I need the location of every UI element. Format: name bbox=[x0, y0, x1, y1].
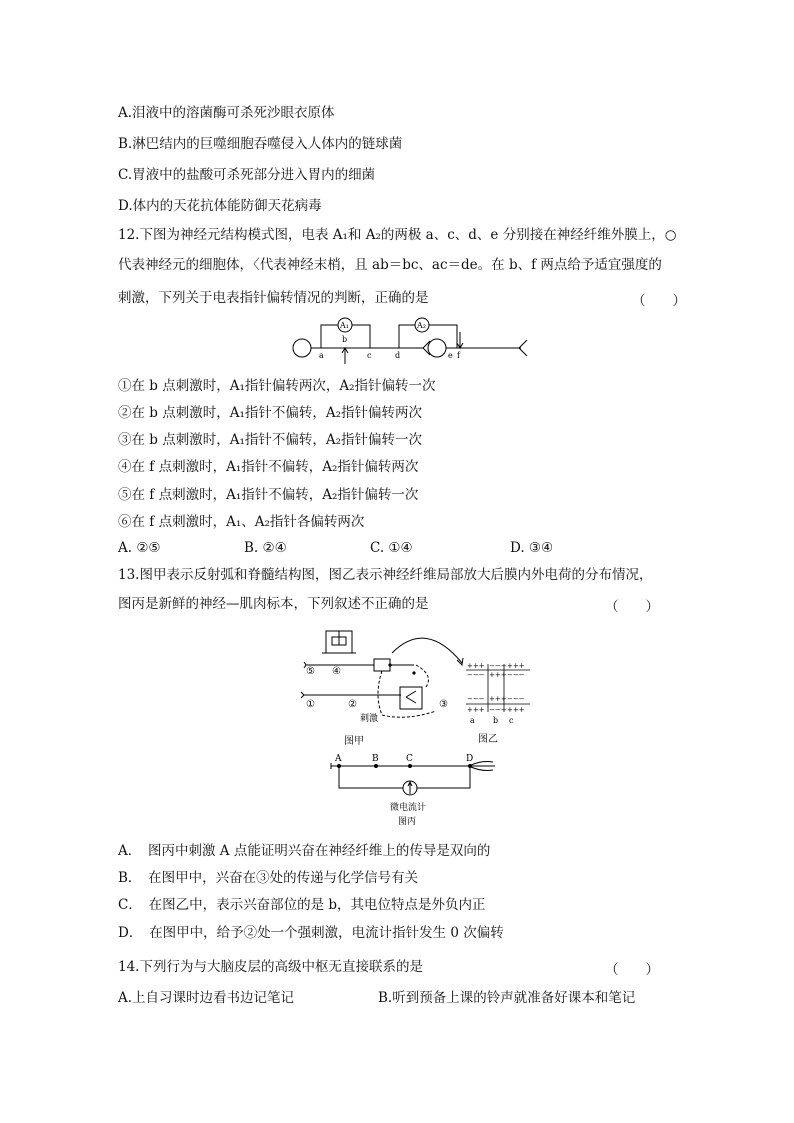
label-a2: A₂ bbox=[417, 321, 426, 330]
yi-charge-5: +++ bbox=[489, 671, 507, 679]
bing-label-b: B bbox=[372, 754, 379, 764]
yi-charge-6: −−− bbox=[507, 671, 525, 679]
q12-neuron-figure bbox=[285, 312, 530, 364]
label-a1: A₁ bbox=[340, 321, 349, 330]
bing-meter-label: 微电流计 bbox=[390, 803, 427, 813]
yi-charge-2: −−− bbox=[489, 662, 507, 670]
q11-option-a: A.泪液中的溶菌酶可杀死沙眼衣原体 bbox=[118, 105, 335, 121]
label-b: b bbox=[342, 335, 348, 344]
q12-statement-3: ③在 b 点刺激时，A₁指针不偏转，A₂指针偏转一次 bbox=[118, 432, 423, 448]
yi-label-b: b bbox=[493, 716, 499, 725]
q13-option-d: D． 在图甲中，给予②处一个强刺激，电流计指针发生 0 次偏转 bbox=[118, 925, 504, 941]
label-stimulus: 刺激 bbox=[360, 714, 379, 724]
q12-statement-5: ⑤在 f 点刺激时，A₁指针不偏转，A₂指针偏转一次 bbox=[118, 487, 419, 503]
yi-charge-9: −−− bbox=[507, 695, 525, 703]
q13-figure-bing bbox=[325, 752, 500, 830]
q14-option-b: B.听到预备上课的铃声就准备好课本和笔记 bbox=[378, 990, 636, 1006]
q13-answer-paren: （ ） bbox=[605, 599, 659, 615]
label-2: ② bbox=[348, 699, 357, 710]
yi-label-a: a bbox=[470, 716, 475, 725]
label-4: ④ bbox=[332, 666, 341, 677]
label-d: d bbox=[395, 351, 401, 360]
fig-bing-caption: 图丙 bbox=[398, 817, 417, 827]
yi-charge-11: −−− bbox=[489, 706, 507, 714]
dashed-path bbox=[378, 671, 436, 717]
fig-jia-caption: 图甲 bbox=[344, 736, 364, 747]
cell-body-right bbox=[428, 339, 446, 357]
bing-label-a: A bbox=[335, 754, 342, 764]
q13-stem-line1: 13.图甲表示反射弧和脊髓结构图，图乙表示神经纤维局部放大后膜内外电荷的分布情况， bbox=[118, 567, 653, 583]
q12-answer-paren: （ ） bbox=[632, 293, 686, 309]
curved-arrow bbox=[392, 638, 462, 663]
yi-charge-3: +++ bbox=[507, 662, 525, 670]
afferent-nerve bbox=[301, 692, 401, 698]
cell-body-left bbox=[293, 339, 311, 357]
q13-option-b: B． 在图甲中，兴奋在③处的传递与化学信号有关 bbox=[118, 870, 419, 886]
q13-figure-yi bbox=[464, 660, 534, 748]
label-3: ③ bbox=[439, 699, 448, 710]
yi-label-c: c bbox=[509, 716, 514, 725]
yi-charge-12: +++ bbox=[507, 706, 525, 714]
meter-box bbox=[374, 659, 390, 671]
label-e: e bbox=[448, 351, 453, 360]
label-f: f bbox=[457, 351, 460, 360]
q12-statement-2: ②在 b 点刺激时，A₁指针不偏转，A₂指针偏转两次 bbox=[118, 405, 423, 421]
label-5: ⑤ bbox=[306, 666, 315, 677]
q13-figure-jia bbox=[296, 625, 466, 749]
q11-option-c: C.胃液中的盐酸可杀死部分进入胃内的细菌 bbox=[118, 167, 376, 183]
q12-choice-c: C. ①④ bbox=[370, 540, 413, 556]
yi-charge-10: +++ bbox=[467, 706, 485, 714]
bing-label-c: C bbox=[406, 754, 413, 764]
q14-answer-paren: （ ） bbox=[605, 962, 659, 978]
q12-choice-b: B. ②④ bbox=[244, 540, 287, 556]
q14-option-a: A.上自习课时边看书边记笔记 bbox=[118, 990, 295, 1006]
q12-statement-1: ①在 b 点刺激时，A₁指针偏转两次，A₂指针偏转一次 bbox=[118, 378, 436, 394]
q12-statement-4: ④在 f 点刺激时，A₁指针不偏转，A₂指针偏转两次 bbox=[118, 459, 419, 475]
q12-choice-d: D. ③④ bbox=[510, 540, 554, 556]
q12-choice-a: A. ②⑤ bbox=[118, 540, 161, 556]
label-1: ① bbox=[306, 699, 315, 710]
q12-stem-line1: 12.下图为神经元结构模式图，电表 A₁和 A₂的两极 a、c、d、e 分别接在神经纤维外膜上，○ bbox=[118, 227, 677, 243]
meter-wire bbox=[339, 766, 403, 788]
yi-charge-4: −−− bbox=[467, 671, 485, 679]
yi-charge-1: +++ bbox=[467, 662, 485, 670]
spinal-cord-box bbox=[400, 687, 422, 709]
q11-option-d: D.体内的天花抗体能防御天花病毒 bbox=[118, 198, 322, 214]
yi-charge-8: +++ bbox=[489, 695, 507, 703]
q13-option-c: C． 在图乙中，表示兴奋部位的是 b，其电位特点是外负内正 bbox=[118, 897, 486, 913]
q12-stem-line3: 刺激，下列关于电表指针偏转情况的判断，正确的是 bbox=[118, 290, 429, 306]
bing-label-d: D bbox=[466, 754, 474, 764]
q14-stem: 14.下列行为与大脑皮层的高级中枢无直接联系的是 bbox=[118, 959, 423, 975]
yi-charge-7: −−− bbox=[467, 695, 485, 703]
q12-stem-line2: 代表神经元的细胞体，〈代表神经末梢，且 ab＝bc、ac＝de。在 b、f 两点给予适宜强度的 bbox=[118, 257, 662, 273]
label-c: c bbox=[367, 351, 372, 360]
q13-stem-line2: 图丙是新鲜的神经—肌肉标本，下列叙述不正确的是 bbox=[118, 596, 429, 612]
label-a: a bbox=[319, 351, 324, 360]
q12-statement-6: ⑥在 f 点刺激时，A₁、A₂指针各偏转两次 bbox=[118, 514, 365, 530]
q11-option-b: B.淋巴结内的巨噬细胞吞噬侵入人体内的链球菌 bbox=[118, 136, 403, 152]
fig-yi-caption: 图乙 bbox=[478, 734, 498, 745]
q13-option-a: A． 图丙中刺激 A 点能证明兴奋在神经纤维上的传导是双向的 bbox=[118, 843, 491, 859]
